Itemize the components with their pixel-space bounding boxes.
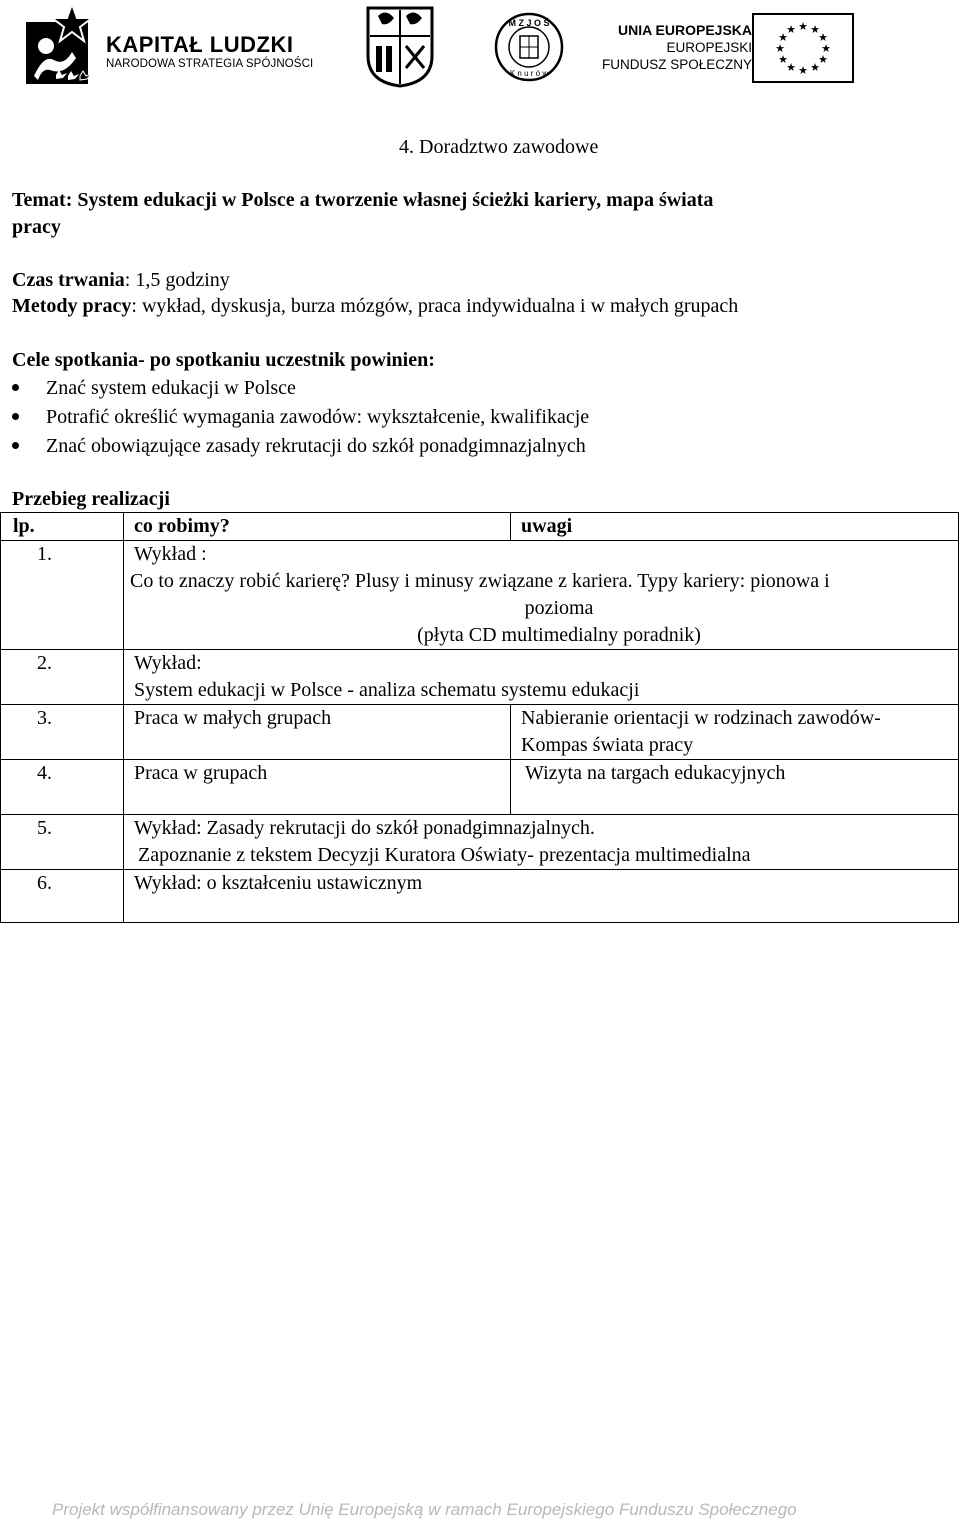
svg-text:★: ★ — [798, 64, 808, 77]
row-content — [124, 650, 959, 705]
methods-line — [12, 293, 738, 320]
topic-text-l2: pracy — [12, 216, 61, 238]
table-header-row — [1, 513, 959, 541]
topic-text-l1: System edukacji w Polsce a tworzenie własnej ścieżki kariery, mapa świata — [72, 189, 714, 211]
ue-line1: UNIA EUROPEJSKA — [617, 22, 753, 38]
svg-text:★: ★ — [775, 42, 785, 55]
header-what: co robimy? — [124, 513, 511, 541]
row-line: Zapoznanie z tekstem Decyzji Kuratora Oświaty- prezentacja multimedialna — [138, 844, 751, 866]
table-row — [1, 541, 959, 650]
process-table — [0, 512, 959, 923]
ue-line3: FUNDUSZ SPOŁECZNY — [602, 57, 753, 72]
row-lp: 1. — [1, 541, 124, 650]
mzjos-letters: M Z J O Ś — [508, 18, 550, 28]
row-lp: 2. — [1, 650, 124, 705]
table-row — [1, 815, 959, 870]
row-notes-line: Kompas świata pracy — [521, 734, 694, 756]
table-row — [1, 870, 959, 923]
svg-text:★: ★ — [778, 31, 788, 44]
table-row — [1, 760, 959, 815]
svg-text:★: ★ — [821, 42, 831, 55]
methods-label: Metody pracy — [12, 295, 132, 317]
mzjos-seal-icon — [494, 12, 564, 82]
row-line: System edukacji w Polsce - analiza schematu systemu edukacji — [134, 679, 640, 701]
kapital-ludzki-logo — [20, 2, 320, 86]
row-line: pozioma — [524, 597, 594, 619]
svg-text:★: ★ — [778, 53, 788, 66]
goals-heading: Cele spotkania- po spotkaniu uczestnik powinien: — [12, 349, 435, 371]
eu-flag-icon — [752, 13, 854, 83]
row-what: Wykład: — [134, 652, 202, 674]
ue-line2: EUROPEJSKI — [666, 40, 753, 55]
svg-text:★: ★ — [786, 23, 796, 36]
row-what: Wykład : — [134, 543, 207, 565]
city-crest-icon — [366, 6, 434, 88]
kl-subtitle: NARODOWA STRATEGIA SPÓJNOŚCI — [106, 58, 314, 70]
row-lp: 4. — [1, 760, 124, 815]
ue-label — [602, 22, 752, 73]
process-heading: Przebieg realizacji — [12, 488, 170, 510]
svg-text:★: ★ — [818, 31, 828, 44]
row-content — [124, 541, 959, 650]
row-what: Wykład: Zasady rekrutacji do szkół ponadgimnazjalnych. — [134, 817, 595, 839]
svg-text:★: ★ — [818, 53, 828, 66]
topic-line-1 — [12, 187, 713, 214]
row-lp: 3. — [1, 705, 124, 760]
svg-text:★: ★ — [810, 23, 820, 36]
topic-label: Temat: — [12, 189, 73, 211]
goal-item: Znać system edukacji w Polsce — [46, 377, 296, 399]
footer-note: Projekt współfinansowany przez Unię Europejską w ramach Europejskiego Funduszu Społecznego — [52, 1500, 797, 1519]
row-line: (płyta CD multimedialny poradnik) — [417, 624, 701, 646]
duration-line — [12, 267, 230, 294]
kl-title: KAPITAŁ LUDZKI — [106, 32, 294, 57]
row-content — [124, 815, 959, 870]
table-row — [1, 705, 959, 760]
row-notes — [511, 705, 959, 760]
svg-text:★: ★ — [810, 61, 820, 74]
row-notes-line: Nabieranie orientacji w rodzinach zawodów- — [521, 707, 881, 729]
goal-item: Potrafić określić wymagania zawodów: wykształcenie, kwalifikacje — [46, 406, 590, 428]
table-row — [1, 650, 959, 705]
bullet-icon — [12, 413, 19, 420]
kapital-ludzki-emblem-icon — [20, 2, 102, 86]
svg-text:★: ★ — [798, 20, 808, 33]
row-lp: 5. — [1, 815, 124, 870]
row-line: Co to znaczy robić karierę? Plusy i minusy związane z kariera. Typy kariery: pionowa i — [130, 570, 830, 592]
goal-item: Znać obowiązujące zasady rekrutacji do szkół ponadgimnazjalnych — [46, 435, 586, 457]
document-title: 4. Doradztwo zawodowe — [399, 136, 599, 158]
row-what: Praca w grupach — [124, 760, 511, 815]
row-what: Wykład: o kształceniu ustawicznym — [124, 870, 959, 923]
duration-value: : 1,5 godziny — [124, 269, 230, 291]
methods-value: : wykład, dyskusja, burza mózgów, praca indywidualna i w małych grupach — [131, 295, 739, 317]
row-lp: 6. — [1, 870, 124, 923]
header-notes: uwagi — [511, 513, 959, 541]
bullet-icon — [12, 442, 19, 449]
duration-label: Czas trwania — [12, 269, 125, 291]
header-lp: lp. — [1, 513, 124, 541]
row-notes: Wizyta na targach edukacyjnych — [511, 760, 959, 815]
row-what: Praca w małych grupach — [124, 705, 511, 760]
bullet-icon — [12, 384, 19, 391]
mzjos-city: K n u r ó w — [509, 69, 549, 78]
svg-text:★: ★ — [786, 61, 796, 74]
